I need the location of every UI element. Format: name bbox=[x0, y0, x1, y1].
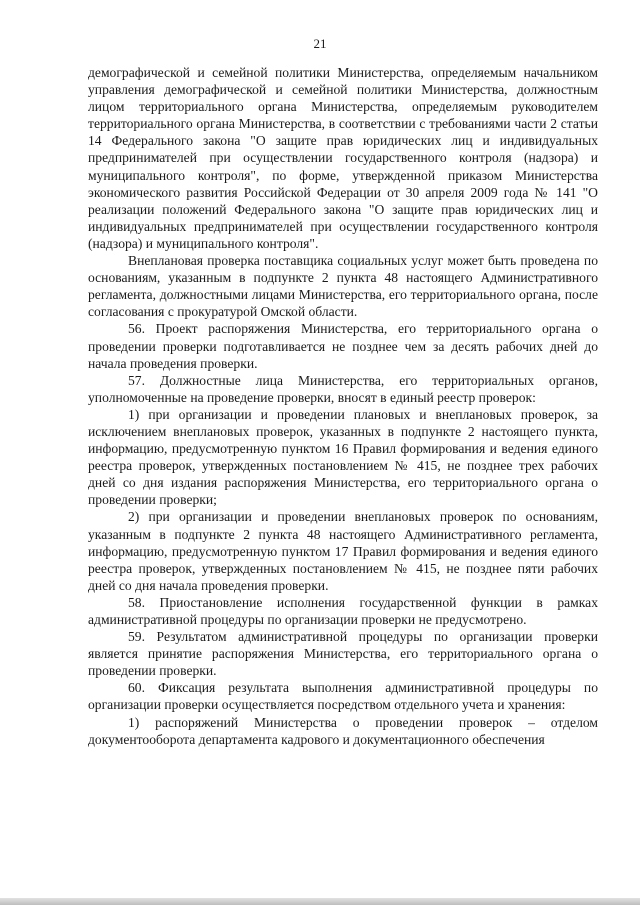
paragraph-56: 56. Проект распоряжения Министерства, его территориального органа о проведении проверки подготавливается не позднее чем за десять рабочих дней до начала проведения проверки. bbox=[88, 321, 598, 371]
page-number: 21 bbox=[313, 36, 327, 51]
paragraph-60-item-1: 1) распоряжений Министерства о проведении проверок – отделом документооборота департамента кадрового и документационного обеспечения bbox=[88, 714, 598, 747]
paragraph-60: 60. Фиксация результата выполнения административной процедуры по организации проверки осуществляется посредством отдельного учета и хранения: bbox=[88, 680, 598, 713]
paragraph-58: 58. Приостановление исполнения государственной функции в рамках административной процедуры по организации проверки не предусмотрено. bbox=[88, 594, 598, 627]
paragraph-continuation: демографической и семейной политики Министерства, определяемым начальником управления демографической и семейной политики Министерства, должностным лицом территориального органа Министерства, определяемым руководителем территориального органа Министерства, в соответствии с требованиями части 2 статьи 14 Федерального закона "О защите прав юридических лиц и индивидуальных предпринимателей при осуществлении государственного контроля (надзора) и муниципального контроля", по форме, утвержденной приказом Министерства экономического развития Российской Федерации от 30 апреля 2009 года № 141 "О реализации положений Федерального закона "О защите прав юридических лиц и индивидуальных предпринимателей при осуществлении государственного контроля (надзора) и муниципального контроля". bbox=[88, 65, 598, 251]
paragraph-unscheduled-inspection: Внеплановая проверка поставщика социальных услуг может быть проведена по основаниям, указанным в подпункте 2 пункта 48 настоящего Административного регламента, должностными лицами Министерства, его территориального органа, после согласования с прокуратурой Омской области. bbox=[88, 253, 598, 320]
paragraph-59: 59. Результатом административной процедуры по организации проверки является принятие распоряжения Министерства, его территориального органа о проведении проверки. bbox=[88, 629, 598, 679]
paragraph-57-item-1: 1) при организации и проведении плановых и внеплановых проверок, за исключением внеплановых проверок, указанных в подпункте 2 настоящего пункта, информацию, предусмотренную пунктом 16 Правил формирования и ведения единого реестра проверок, утвержденных постановлением № 415, не позднее трех рабочих дней со дня издания распоряжения Министерства, его территориального органа о проведении проверки; bbox=[88, 406, 598, 508]
document-body bbox=[88, 64, 598, 748]
paragraph-57-item-2: 2) при организации и проведении внеплановых проверок по основаниям, указанным в подпункте 2 пункта 48 настоящего Административного регламента, информацию, предусмотренную пунктом 17 Правил формирования и ведения единого реестра проверок, утвержденных постановлением № 415, не позднее пяти рабочих дней со дня начала проведения проверки. bbox=[88, 509, 598, 593]
scan-bottom-edge bbox=[0, 898, 640, 905]
paragraph-57: 57. Должностные лица Министерства, его территориальных органов, уполномоченные на проведение проверки, вносят в единый реестр проверок: bbox=[88, 372, 598, 405]
